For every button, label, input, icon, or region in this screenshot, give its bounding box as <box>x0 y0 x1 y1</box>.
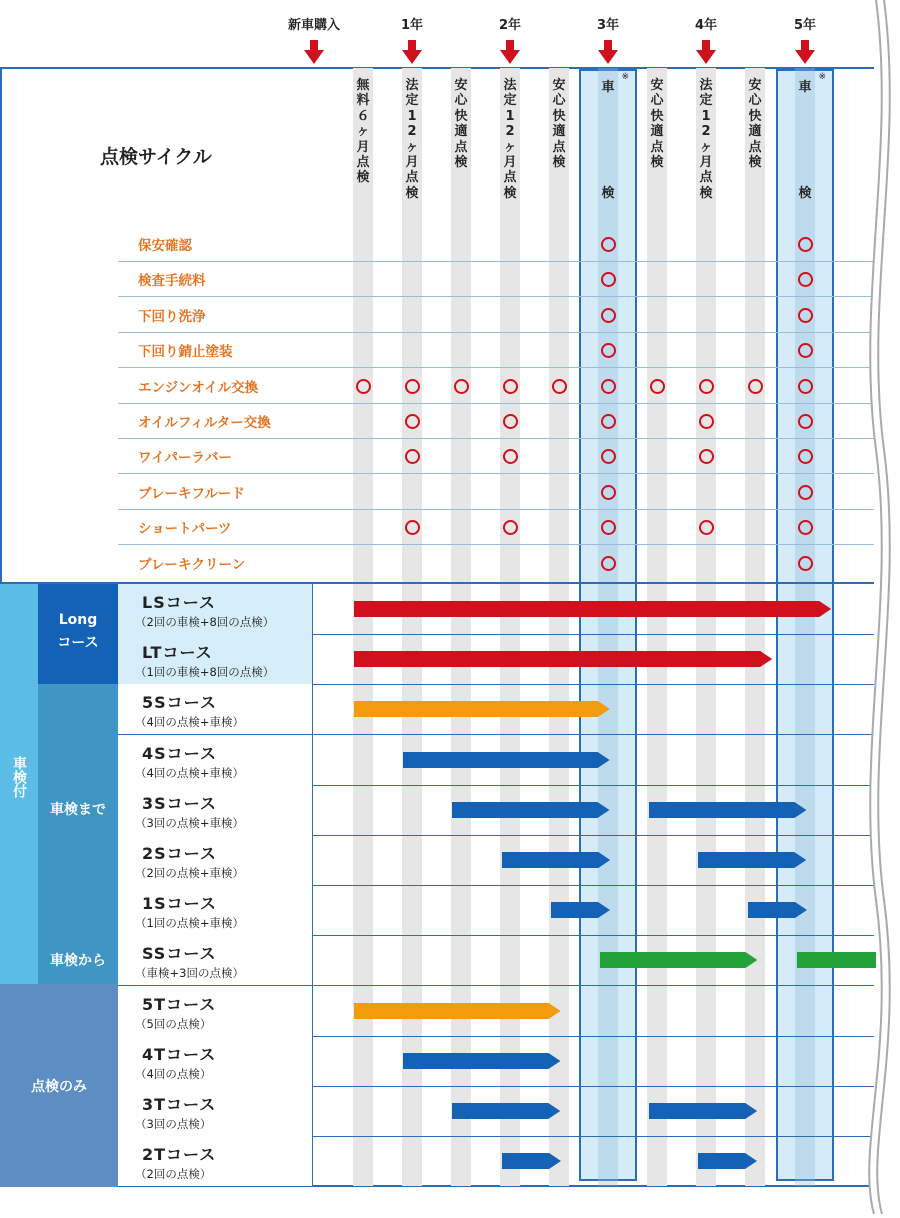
course-period-bar <box>452 802 609 818</box>
column-label-char: 検 <box>699 185 713 201</box>
course-description: （4回の点検） <box>135 1066 212 1081</box>
course-row[interactable] <box>118 735 312 785</box>
course-description: （5回の点検） <box>135 1016 212 1031</box>
check-circle-icon <box>699 414 714 429</box>
column-label-char: 安 <box>454 78 468 93</box>
course-name: 4Sコース <box>142 743 217 763</box>
course-name: LTコース <box>142 643 213 663</box>
check-circle-icon <box>650 379 665 394</box>
check-circle-icon <box>798 308 813 323</box>
course-period-bar <box>403 752 610 768</box>
column-label-char: 検 <box>503 185 517 201</box>
column-label-char: 心 <box>454 93 468 109</box>
column-label-char: 安 <box>650 78 664 93</box>
shaken-column-label <box>790 72 826 201</box>
column-label-char: 安 <box>748 78 762 93</box>
item-label: ブレーキクリーン <box>138 556 246 573</box>
check-circle-icon <box>405 414 420 429</box>
course-description: （2回の点検） <box>135 1167 212 1182</box>
row-divider <box>118 367 874 368</box>
check-circle-icon <box>601 556 616 571</box>
check-circle-icon <box>601 485 616 500</box>
shaken-note-mark: ※ <box>818 72 826 82</box>
row-divider <box>118 296 874 297</box>
column-label-char: 心 <box>748 93 762 109</box>
item-label: 検査手続料 <box>138 273 206 290</box>
course-period-bar <box>698 852 806 868</box>
column-label-char: 点 <box>552 139 566 155</box>
column-stripe <box>745 68 765 1186</box>
category-tenken-nomi <box>0 984 118 1187</box>
check-circle-icon <box>405 379 420 394</box>
column-label-char: 法 <box>699 78 713 93</box>
course-row[interactable] <box>118 1136 312 1186</box>
category-tenken-nomi-label: 点検のみ <box>31 1079 87 1095</box>
column-label-char: 定 <box>699 93 713 109</box>
check-circle-icon <box>798 485 813 500</box>
timeline-label: 3年 <box>596 18 620 33</box>
column-label-char: 心 <box>650 93 664 109</box>
down-arrow-icon <box>402 40 422 64</box>
course-period-bar <box>698 1153 757 1169</box>
column-label <box>696 78 716 201</box>
check-circle-icon <box>454 379 469 394</box>
column-label-char: 適 <box>748 124 762 140</box>
check-circle-icon <box>601 379 616 394</box>
course-description: （3回の点検） <box>135 1117 212 1131</box>
shaken-column-label <box>593 72 629 201</box>
course-period-bar <box>649 1103 757 1119</box>
column-label-char: ヶ <box>503 139 517 155</box>
column-label <box>500 78 520 201</box>
check-circle-icon <box>503 379 518 394</box>
course-name: LSコース <box>142 593 216 612</box>
column-label-char: 2 <box>701 124 711 140</box>
column-label-char: 1 <box>505 108 515 124</box>
course-name: SSコース <box>142 944 217 964</box>
course-period-bar <box>502 852 610 868</box>
category-shaken-kara-label: 車検から <box>50 953 106 969</box>
row-divider <box>118 403 874 404</box>
column-label-char: 安 <box>552 78 566 93</box>
column-label-char: 法 <box>405 78 419 93</box>
column-label-char: 点 <box>650 139 664 155</box>
column-label-char: 適 <box>454 124 468 140</box>
column-label-char: 点 <box>454 139 468 155</box>
column-label-char: 快 <box>552 108 566 124</box>
name-column-divider <box>312 584 313 1186</box>
column-label-char: 点 <box>405 170 419 186</box>
course-description: （4回の点検+車検） <box>135 765 244 780</box>
cut-edge <box>848 0 900 1214</box>
column-label-char: 法 <box>503 78 517 93</box>
down-arrow-icon <box>304 40 324 64</box>
column-label-char: 月 <box>699 155 713 171</box>
course-period-bar <box>354 601 831 617</box>
course-description: （1回の車検+8回の点検） <box>135 665 275 680</box>
course-name: 2Tコース <box>142 1145 217 1165</box>
course-row[interactable] <box>118 986 312 1036</box>
timeline-label: 1年 <box>400 18 424 33</box>
check-circle-icon <box>503 414 518 429</box>
column-label <box>647 78 667 170</box>
check-circle-icon <box>601 308 616 323</box>
column-label-char: 月 <box>356 139 370 155</box>
column-label-char: 定 <box>405 93 419 109</box>
course-name: 5Tコース <box>142 994 217 1014</box>
course-row[interactable] <box>118 785 312 835</box>
column-label-char: 点 <box>356 155 370 171</box>
column-label-char: ヶ <box>405 139 419 155</box>
item-label: 下回り錆止塗装 <box>138 344 233 361</box>
course-period-bar <box>748 902 807 918</box>
column-label-char: 検 <box>454 155 468 171</box>
category-long-label: Long <box>58 612 98 628</box>
course-description: （4回の点検+車検） <box>135 715 244 730</box>
item-label: 保安確認 <box>138 238 192 254</box>
down-arrow-icon <box>500 40 520 64</box>
category-shaken-tsuki <box>0 584 38 984</box>
column-label-char: 検 <box>405 185 419 201</box>
course-row[interactable] <box>118 634 312 684</box>
shaken-note-mark: ※ <box>621 72 629 82</box>
check-circle-icon <box>798 379 813 394</box>
column-label-char: ヶ <box>699 139 713 155</box>
course-period-bar <box>354 701 610 717</box>
course-row[interactable] <box>118 835 312 885</box>
category-shaken-kara <box>38 934 118 984</box>
column-label-char: 快 <box>748 108 762 124</box>
course-period-bar <box>452 1103 560 1119</box>
column-label-char: 快 <box>650 108 664 124</box>
row-divider <box>118 544 874 545</box>
check-circle-icon <box>798 556 813 571</box>
check-circle-icon <box>601 414 616 429</box>
column-label-char: 月 <box>405 155 419 171</box>
column-label-char: 料 <box>356 93 370 109</box>
item-label: ワイパーラバー <box>138 450 232 467</box>
course-row-divider <box>118 1186 874 1187</box>
check-circle-icon <box>798 414 813 429</box>
category-shaken-made <box>38 684 118 934</box>
page-title: 点検サイクル <box>100 146 212 168</box>
column-label-char: 検 <box>650 155 664 171</box>
shaken-label-bottom: 検 <box>601 186 615 201</box>
check-circle-icon <box>601 237 616 252</box>
column-label-char: 点 <box>699 170 713 186</box>
course-row[interactable] <box>118 885 312 935</box>
column-label-char: 1 <box>701 108 711 124</box>
timeline-label: 5年 <box>793 18 817 33</box>
column-label-char: 快 <box>454 108 468 124</box>
column-label <box>451 78 471 170</box>
check-circle-icon <box>356 379 371 394</box>
column-label <box>549 78 569 170</box>
item-label: エンジンオイル交換 <box>138 379 259 396</box>
column-label-char: 適 <box>650 124 664 140</box>
course-name: 1Sコース <box>142 894 217 914</box>
shaken-label-top: 車 <box>601 80 615 95</box>
course-name: 5Sコース <box>142 693 217 713</box>
course-row[interactable] <box>118 1086 312 1136</box>
category-long-sublabel: コース <box>57 635 99 651</box>
column-label-char: 検 <box>356 170 370 186</box>
course-period-bar <box>354 651 772 667</box>
row-divider <box>118 261 874 262</box>
course-description: （2回の点検+車検） <box>135 866 244 880</box>
course-description: （車検+3回の点検） <box>135 966 244 981</box>
timeline-label: 新車購入 <box>287 18 340 33</box>
course-period-bar <box>502 1153 561 1169</box>
course-row[interactable] <box>118 935 312 985</box>
column-label-char: 無 <box>356 78 370 93</box>
course-row[interactable] <box>118 1036 312 1086</box>
course-description: （3回の点検+車検） <box>135 815 244 830</box>
column-label-char: 検 <box>552 155 566 171</box>
shaken-column-stripe <box>795 68 815 1186</box>
course-name: 3Tコース <box>142 1095 217 1114</box>
shaken-label-bottom: 検 <box>798 186 812 201</box>
column-label-char: 点 <box>748 139 762 155</box>
column-label-char: 適 <box>552 124 566 140</box>
column-label <box>745 78 765 170</box>
course-name: 4Tコース <box>142 1044 217 1064</box>
category-long <box>38 584 118 684</box>
item-label: ショートパーツ <box>138 521 232 538</box>
timeline-label: 4年 <box>694 18 718 33</box>
row-divider <box>118 332 874 333</box>
column-stripe <box>696 68 716 1186</box>
column-label-char: 1 <box>407 108 417 124</box>
course-name: 2Sコース <box>142 844 217 863</box>
item-label: オイルフィルター交換 <box>138 415 271 431</box>
category-shaken-tsuki-label: 車検付 <box>11 756 27 798</box>
column-label-char: 点 <box>503 170 517 186</box>
column-label-char: 2 <box>505 124 515 140</box>
column-label-char: ヶ <box>356 124 370 140</box>
down-arrow-icon <box>696 40 716 64</box>
column-label-char: 2 <box>407 124 417 140</box>
column-label <box>353 78 373 186</box>
category-shaken-made-label: 車検まで <box>50 802 106 818</box>
course-period-bar <box>600 952 757 968</box>
shaken-label-top: 車 <box>798 80 812 95</box>
column-stripe <box>647 68 667 1186</box>
row-divider <box>118 473 874 474</box>
down-arrow-icon <box>598 40 618 64</box>
course-description: （1回の点検+車検） <box>135 916 244 931</box>
course-period-bar <box>354 1003 561 1019</box>
course-row[interactable] <box>118 584 312 634</box>
course-period-bar <box>649 802 806 818</box>
item-label: 下回り洗浄 <box>138 308 206 325</box>
column-label-char: 月 <box>503 155 517 171</box>
column-label-char: ６ <box>356 108 370 124</box>
course-period-bar <box>551 902 610 918</box>
down-arrow-icon <box>795 40 815 64</box>
column-label-char: 心 <box>552 93 566 109</box>
check-circle-icon <box>748 379 763 394</box>
check-circle-icon <box>552 379 567 394</box>
column-label-char: 定 <box>503 93 517 109</box>
check-circle-icon <box>798 237 813 252</box>
column-label-char: 検 <box>748 155 762 171</box>
course-name: 3Sコース <box>142 793 217 813</box>
check-circle-icon <box>699 379 714 394</box>
row-divider <box>118 438 874 439</box>
course-description: （2回の車検+8回の点検） <box>135 615 275 629</box>
course-row[interactable] <box>118 684 312 734</box>
shaken-column-stripe <box>598 68 618 1186</box>
course-period-bar <box>403 1053 560 1069</box>
item-label: ブレーキフルード <box>138 485 245 502</box>
timeline-label: 2年 <box>498 18 522 33</box>
row-divider <box>118 509 874 510</box>
column-label <box>402 78 422 201</box>
